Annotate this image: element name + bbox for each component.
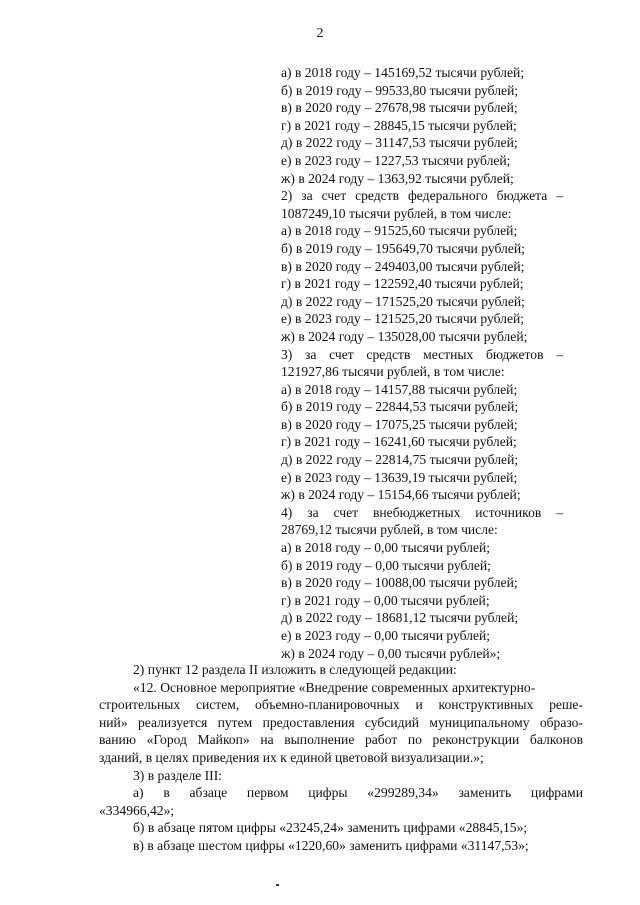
list-item: г) в 2021 году – 0,00 тысячи рублей; xyxy=(281,592,490,608)
list-item: а) в 2018 году – 91525,60 тысячи рублей; xyxy=(281,223,518,239)
paragraph-line: 2) пункт 12 раздела II изложить в следующей редакции: xyxy=(133,662,457,677)
list-item: г) в 2021 году – 28845,15 тысячи рублей; xyxy=(281,117,517,133)
paragraph-line: б) в абзаце пятом цифры «23245,24» заменить цифрами «28845,15»; xyxy=(133,820,528,836)
section-heading: 3) за счет средств местных бюджетов – xyxy=(281,346,563,362)
list-item: б) в 2019 году – 0,00 тысячи рублей; xyxy=(281,557,491,573)
list-item: в) в 2020 году – 10088,00 тысячи рублей; xyxy=(281,575,518,591)
paragraph-line: а) в абзаце первом цифры «299289,34» заменить цифрами xyxy=(133,785,583,801)
list-item: ж) в 2024 году – 135028,00 тысячи рублей; xyxy=(281,328,528,344)
list-item: ж) в 2024 году – 15154,66 тысячи рублей; xyxy=(281,487,521,503)
list-item: а) в 2018 году – 0,00 тысячи рублей; xyxy=(281,540,491,556)
list-item: г) в 2021 году – 16241,60 тысячи рублей; xyxy=(281,434,517,450)
list-item: в) в 2020 году – 27678,98 тысячи рублей; xyxy=(281,100,518,116)
list-item: е) в 2023 году – 13639,19 тысячи рублей; xyxy=(281,469,518,485)
paragraph-line: строительных систем, объемно-планировочных и конструктивных реше- xyxy=(99,697,583,713)
list-item: е) в 2023 году – 1227,53 тысячи рублей; xyxy=(281,152,511,168)
section-total: 121927,86 тысячи рублей, в том числе: xyxy=(281,364,505,380)
section-heading: 4) за счет внебюджетных источников – xyxy=(281,504,563,520)
list-item: а) в 2018 году – 14157,88 тысячи рублей; xyxy=(281,381,518,397)
list-item: б) в 2019 году – 195649,70 тысячи рублей; xyxy=(281,240,525,256)
list-item: е) в 2023 году – 121525,20 тысячи рублей; xyxy=(281,311,525,327)
list-item: д) в 2022 году – 171525,20 тысячи рублей; xyxy=(281,293,525,309)
list-item: в) в 2020 году – 17075,25 тысячи рублей; xyxy=(281,416,518,432)
list-item: д) в 2022 году – 22814,75 тысячи рублей; xyxy=(281,452,519,468)
list-item: б) в 2019 году – 22844,53 тысячи рублей; xyxy=(281,399,519,415)
list-item: д) в 2022 году – 18681,12 тысячи рублей; xyxy=(281,610,519,626)
body-text xyxy=(99,661,583,855)
footer-dot xyxy=(276,884,279,886)
section-total: 28769,12 тысячи рублей, в том числе: xyxy=(281,522,498,538)
list-item: е) в 2023 году – 0,00 тысячи рублей; xyxy=(281,628,491,643)
list-item: ж) в 2024 году – 1363,92 тысячи рублей; xyxy=(281,170,514,186)
list-item: д) в 2022 году – 31147,53 тысячи рублей; xyxy=(281,135,518,151)
paragraph-line: 3) в разделе III: xyxy=(133,767,223,783)
paragraph-line: ний» реализуется путем предоставления субсидий муниципальному образо- xyxy=(99,714,583,730)
paragraph-line: «334966,42»; xyxy=(99,802,175,818)
list-item: б) в 2019 году – 99533,80 тысячи рублей; xyxy=(281,82,519,98)
section-heading: 2) за счет средств федерального бюджета – xyxy=(281,188,563,204)
funding-column xyxy=(281,64,563,662)
list-item: ж) в 2024 году – 0,00 тысячи рублей»; xyxy=(281,645,501,661)
list-item: г) в 2021 году – 122592,40 тысячи рублей; xyxy=(281,276,524,292)
paragraph-line: «12. Основное мероприятие «Внедрение современных архитектурно- xyxy=(133,679,536,695)
paragraph-line: в) в абзаце шестом цифры «1220,60» заменить цифрами «31147,53»; xyxy=(133,837,529,853)
section-total: 1087249,10 тысячи рублей, в том числе: xyxy=(281,205,512,221)
paragraph-line: зданий, в целях приведения их к единой цветовой визуализации.»; xyxy=(99,749,484,765)
list-item: а) в 2018 году – 145169,52 тысячи рублей; xyxy=(281,65,525,80)
page-number: 2 xyxy=(316,26,324,41)
list-item: в) в 2020 году – 249403,00 тысячи рублей; xyxy=(281,258,525,274)
paragraph-line: ванию «Город Майкоп» на выполнение работ по реконструкции балконов xyxy=(99,732,583,748)
